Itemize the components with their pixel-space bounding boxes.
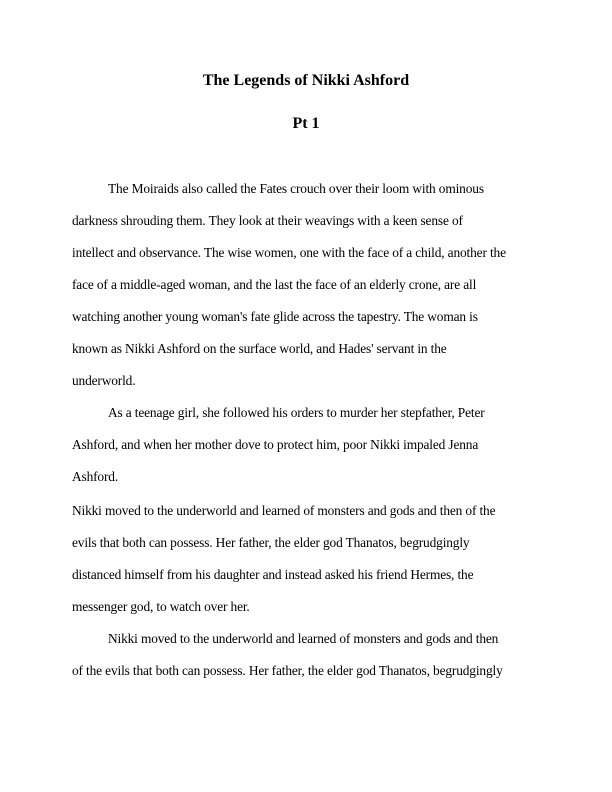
body-line: face of a middle-aged woman, and the last the face of an elderly crone, are all xyxy=(72,277,477,292)
body-line: Nikki moved to the underworld and learned of monsters and gods and then of the xyxy=(72,503,496,518)
body-line: watching another young woman's fate glide across the tapestry. The woman is xyxy=(72,309,478,324)
body-line: intellect and observance. The wise women, one with the face of a child, another the xyxy=(72,245,506,260)
body-line: underworld. xyxy=(72,373,136,388)
document-title: The Legends of Nikki Ashford xyxy=(202,72,410,89)
document-subtitle: Pt 1 xyxy=(292,115,320,132)
body-line: messenger god, to watch over her. xyxy=(72,599,250,614)
body-line: The Moiraids also called the Fates crouch over their loom with ominous xyxy=(108,181,484,196)
body-line: Ashford, and when her mother dove to protect him, poor Nikki impaled Jenna xyxy=(72,437,479,452)
body-line: Nikki moved to the underworld and learned of monsters and gods and then xyxy=(108,631,499,646)
body-line: As a teenage girl, she followed his orders to murder her stepfather, Peter xyxy=(108,405,485,420)
body-line: evils that both can possess. Her father, the elder god Thanatos, begrudgingly xyxy=(72,535,470,550)
body-line: Ashford. xyxy=(72,469,119,484)
body-line: known as Nikki Ashford on the surface world, and Hades' servant in the xyxy=(72,341,447,356)
body-line: of the evils that both can possess. Her father, the elder god Thanatos, begrudgingly xyxy=(72,663,503,678)
body-line: distanced himself from his daughter and instead asked his friend Hermes, the xyxy=(72,567,474,582)
body-line: darkness shrouding them. They look at their weavings with a keen sense of xyxy=(72,213,463,228)
